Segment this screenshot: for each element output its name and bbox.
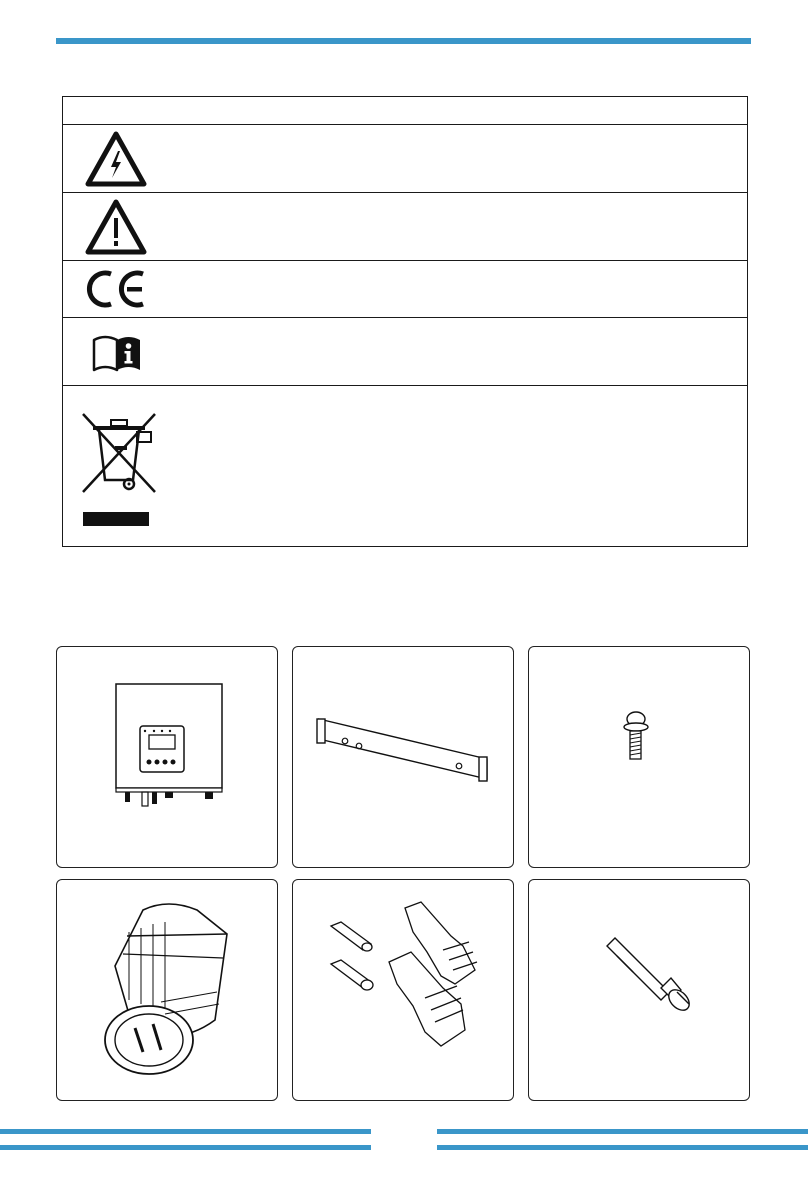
package-item-card	[292, 879, 514, 1101]
package-item-card	[528, 646, 750, 868]
symbol-row-high-voltage	[63, 124, 747, 193]
weee-crossed-bin-icon	[77, 408, 161, 526]
symbol-row-ce	[63, 260, 747, 318]
ac-connector-icon	[57, 880, 279, 1102]
dc-connectors-icon	[293, 880, 515, 1102]
high-voltage-warning-icon	[85, 131, 147, 187]
symbol-row-weee	[63, 385, 747, 547]
package-item-card	[56, 879, 278, 1101]
package-item-card	[56, 646, 278, 868]
general-warning-icon	[85, 199, 147, 255]
read-manual-icon	[91, 330, 143, 372]
symbol-row-manual	[63, 317, 747, 386]
footer-accent-bar	[437, 1145, 808, 1150]
header-accent-bar	[56, 38, 751, 44]
symbols-table	[62, 96, 748, 547]
inverter-icon	[57, 647, 279, 869]
symbols-table-header	[63, 97, 747, 124]
footer-accent-bar	[437, 1129, 808, 1134]
symbol-row-warning	[63, 192, 747, 261]
footer-accent-bar	[0, 1129, 371, 1134]
expansion-bolt-icon	[529, 880, 751, 1102]
package-item-card	[528, 879, 750, 1101]
wall-bracket-icon	[293, 647, 515, 869]
screw-icon	[529, 647, 751, 869]
package-item-card	[292, 646, 514, 868]
ce-mark-icon	[83, 269, 149, 309]
footer-accent-bar	[0, 1145, 371, 1150]
